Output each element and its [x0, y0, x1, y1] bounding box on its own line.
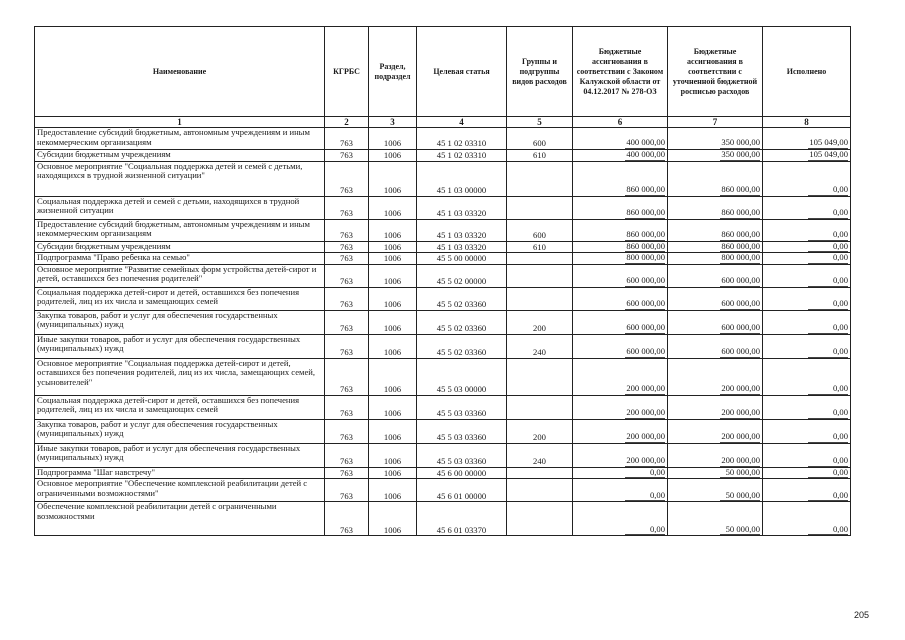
header-kgrbs: КГРБС [325, 27, 369, 117]
col-number: 4 [417, 117, 507, 128]
cell-kgrbs: 763 [325, 479, 369, 502]
cell-budget-law-value: 860 000,00 [626, 207, 665, 217]
table-row [35, 395, 851, 419]
cell-executed [763, 219, 851, 241]
cell-kgrbs: 763 [325, 196, 369, 219]
cell-target: 45 5 03 03360 [417, 395, 507, 419]
cell-group [507, 287, 573, 310]
cell-budget-law-value: 0,00 [625, 491, 665, 502]
cell-name: Обеспечение комплексной реабилитации детей с ограниченными возможностями [35, 502, 325, 536]
cell-executed [763, 241, 851, 253]
cell-target: 45 1 03 03320 [417, 196, 507, 219]
cell-executed [763, 287, 851, 310]
cell-budget-law [573, 467, 668, 479]
cell-kgrbs: 763 [325, 310, 369, 334]
cell-name: Закупка товаров, работ и услуг для обеспечения государственных (муниципальных) нужд [35, 310, 325, 334]
cell-executed [763, 150, 851, 162]
cell-executed-value: 0,00 [808, 384, 848, 395]
cell-group [507, 358, 573, 395]
cell-budget-law-value: 0,00 [625, 525, 665, 536]
table-row [35, 128, 851, 150]
cell-budget-refined-value: 200 000,00 [721, 383, 760, 394]
table-row [35, 196, 851, 219]
cell-budget-law-value: 600 000,00 [626, 298, 665, 309]
table-row [35, 150, 851, 162]
cell-name: Предоставление субсидий бюджетным, автономным учреждениям и иным некоммерческим организациям [35, 219, 325, 241]
cell-executed-value: 0,00 [808, 432, 848, 443]
cell-executed-value: 0,00 [808, 323, 848, 334]
cell-budget-law [573, 264, 668, 287]
cell-target: 45 5 02 03360 [417, 287, 507, 310]
cell-razdel: 1006 [369, 310, 417, 334]
cell-budget-law [573, 196, 668, 219]
cell-executed [763, 334, 851, 358]
cell-target: 45 6 01 03370 [417, 502, 507, 536]
table-row [35, 358, 851, 395]
cell-group: 200 [507, 310, 573, 334]
cell-budget-refined-value: 50 000,00 [720, 525, 760, 536]
cell-name: Иные закупки товаров, работ и услуг для обеспечения государственных (муниципальных) нужд [35, 334, 325, 358]
cell-budget-law [573, 358, 668, 395]
cell-kgrbs: 763 [325, 287, 369, 310]
table-row [35, 310, 851, 334]
cell-budget-law-value: 200 000,00 [626, 383, 665, 394]
cell-razdel: 1006 [369, 502, 417, 536]
cell-target: 45 1 02 03310 [417, 150, 507, 162]
cell-executed-value: 105 049,00 [809, 149, 848, 159]
table-row [35, 467, 851, 479]
header-row [35, 27, 851, 117]
cell-executed [763, 395, 851, 419]
page-number: 205 [853, 610, 869, 620]
cell-kgrbs: 763 [325, 334, 369, 358]
cell-budget-law [573, 161, 668, 196]
cell-executed [763, 358, 851, 395]
cell-group [507, 395, 573, 419]
cell-budget-law-value: 600 000,00 [626, 275, 665, 286]
cell-group [507, 161, 573, 196]
cell-target: 45 6 00 00000 [417, 467, 507, 479]
cell-budget-refined-value: 200 000,00 [721, 407, 760, 418]
cell-razdel: 1006 [369, 219, 417, 241]
cell-executed [763, 196, 851, 219]
cell-budget-law [573, 502, 668, 536]
cell-budget-refined [668, 310, 763, 334]
cell-kgrbs: 763 [325, 264, 369, 287]
cell-target: 45 5 02 00000 [417, 264, 507, 287]
cell-kgrbs: 763 [325, 467, 369, 479]
cell-group [507, 467, 573, 479]
cell-group: 200 [507, 419, 573, 443]
cell-razdel: 1006 [369, 241, 417, 253]
cell-target: 45 1 02 03310 [417, 128, 507, 150]
cell-budget-law [573, 334, 668, 358]
cell-executed-value: 0,00 [808, 230, 848, 241]
cell-executed [763, 419, 851, 443]
cell-budget-refined-value: 350 000,00 [721, 149, 760, 159]
cell-kgrbs: 763 [325, 443, 369, 467]
cell-budget-refined-value: 800 000,00 [721, 252, 760, 263]
budget-table [34, 26, 851, 536]
cell-budget-law-value: 200 000,00 [626, 455, 665, 466]
cell-executed-value: 0,00 [808, 299, 848, 310]
cell-name: Социальная поддержка детей и семей с детьми, находящихся в трудной жизненной ситуации [35, 196, 325, 219]
cell-budget-refined [668, 219, 763, 241]
cell-razdel: 1006 [369, 443, 417, 467]
budget-table-sheet [34, 26, 850, 536]
cell-name: Субсидии бюджетным учреждениям [35, 241, 325, 253]
cell-budget-law-value: 860 000,00 [626, 229, 665, 239]
cell-budget-refined [668, 161, 763, 196]
cell-name: Субсидии бюджетным учреждениям [35, 150, 325, 162]
header-name: Наименование [35, 27, 325, 117]
cell-razdel: 1006 [369, 395, 417, 419]
cell-budget-law [573, 128, 668, 150]
cell-budget-law-value: 860 000,00 [626, 241, 665, 251]
cell-name: Закупка товаров, работ и услуг для обеспечения государственных (муниципальных) нужд [35, 419, 325, 443]
cell-budget-refined-value: 600 000,00 [721, 298, 760, 309]
cell-name: Социальная поддержка детей-сирот и детей, оставшихся без попечения родителей, лиц из их числа и замещающих семей [35, 287, 325, 310]
cell-kgrbs: 763 [325, 128, 369, 150]
cell-budget-refined-value: 600 000,00 [721, 322, 760, 333]
cell-razdel: 1006 [369, 334, 417, 358]
cell-budget-refined [668, 334, 763, 358]
cell-budget-law [573, 479, 668, 502]
cell-name: Основное мероприятие "Социальная поддержка детей-сирот и детей, оставшихся без попечения родителей, лиц из их числа, замещающих семей, усыновителей" [35, 358, 325, 395]
header-budget-law: Бюджетные ассигнования в соответствии с Законом Калужской области от 04.12.2017 № 278-ОЗ [573, 27, 668, 117]
cell-budget-law-value: 0,00 [625, 468, 665, 479]
cell-razdel: 1006 [369, 128, 417, 150]
cell-budget-refined [668, 150, 763, 162]
cell-target: 45 1 03 00000 [417, 161, 507, 196]
cell-group: 600 [507, 128, 573, 150]
cell-budget-law-value: 800 000,00 [626, 252, 665, 263]
table-row [35, 253, 851, 265]
table-row [35, 241, 851, 253]
col-number: 3 [369, 117, 417, 128]
cell-razdel: 1006 [369, 479, 417, 502]
cell-executed-value: 0,00 [808, 208, 848, 219]
cell-group: 610 [507, 150, 573, 162]
cell-executed-value: 0,00 [808, 253, 848, 264]
cell-target: 45 1 03 03320 [417, 241, 507, 253]
cell-budget-law [573, 395, 668, 419]
cell-kgrbs: 763 [325, 395, 369, 419]
cell-budget-law-value: 200 000,00 [626, 431, 665, 442]
cell-group: 240 [507, 443, 573, 467]
header-executed: Исполнено [763, 27, 851, 117]
cell-budget-refined-value: 860 000,00 [721, 184, 760, 194]
cell-budget-refined [668, 443, 763, 467]
cell-group: 600 [507, 219, 573, 241]
cell-budget-refined-value: 200 000,00 [721, 431, 760, 442]
cell-budget-law [573, 150, 668, 162]
cell-executed-value: 0,00 [808, 491, 848, 502]
cell-budget-law [573, 241, 668, 253]
cell-budget-refined [668, 287, 763, 310]
cell-budget-refined [668, 264, 763, 287]
cell-razdel: 1006 [369, 161, 417, 196]
table-row [35, 264, 851, 287]
cell-name: Предоставление субсидий бюджетным, автономным учреждениям и иным некоммерческим организациям [35, 128, 325, 150]
cell-razdel: 1006 [369, 196, 417, 219]
cell-target: 45 1 03 03320 [417, 219, 507, 241]
cell-target: 45 5 03 03360 [417, 419, 507, 443]
cell-name: Подпрограмма "Право ребенка на семью" [35, 253, 325, 265]
cell-target: 45 5 00 00000 [417, 253, 507, 265]
cell-budget-refined [668, 419, 763, 443]
cell-executed [763, 264, 851, 287]
cell-kgrbs: 763 [325, 241, 369, 253]
cell-budget-law [573, 287, 668, 310]
cell-group [507, 196, 573, 219]
cell-budget-law-value: 860 000,00 [626, 184, 665, 194]
cell-budget-law-value: 600 000,00 [626, 346, 665, 357]
cell-target: 45 6 01 00000 [417, 479, 507, 502]
cell-executed [763, 502, 851, 536]
cell-kgrbs: 763 [325, 358, 369, 395]
cell-budget-law-value: 400 000,00 [626, 137, 665, 148]
col-number: 7 [668, 117, 763, 128]
cell-budget-law [573, 219, 668, 241]
column-number-row [35, 117, 851, 128]
cell-budget-refined [668, 196, 763, 219]
cell-executed-value: 105 049,00 [809, 137, 848, 148]
cell-executed-value: 0,00 [808, 408, 848, 419]
col-number: 2 [325, 117, 369, 128]
cell-target: 45 5 03 03360 [417, 443, 507, 467]
cell-executed-value: 0,00 [808, 347, 848, 358]
cell-group [507, 502, 573, 536]
table-row [35, 419, 851, 443]
cell-budget-law-value: 200 000,00 [626, 407, 665, 418]
cell-budget-law [573, 419, 668, 443]
cell-executed [763, 310, 851, 334]
cell-executed [763, 467, 851, 479]
cell-name: Основное мероприятие "Социальная поддержка детей и семей с детьми, находящихся в трудной жизненной ситуации" [35, 161, 325, 196]
cell-target: 45 5 02 03360 [417, 310, 507, 334]
cell-executed [763, 443, 851, 467]
cell-razdel: 1006 [369, 358, 417, 395]
cell-budget-refined-value: 860 000,00 [721, 241, 760, 251]
cell-kgrbs: 763 [325, 253, 369, 265]
cell-budget-refined [668, 358, 763, 395]
cell-executed-value: 0,00 [808, 468, 848, 479]
table-row [35, 502, 851, 536]
cell-budget-refined [668, 395, 763, 419]
table-row [35, 287, 851, 310]
table-row [35, 443, 851, 467]
cell-budget-refined [668, 467, 763, 479]
cell-kgrbs: 763 [325, 161, 369, 196]
cell-budget-refined [668, 479, 763, 502]
header-groups: Группы и подгруппы видов расходов [507, 27, 573, 117]
table-row [35, 219, 851, 241]
cell-group [507, 479, 573, 502]
cell-executed-value: 0,00 [808, 276, 848, 287]
cell-razdel: 1006 [369, 264, 417, 287]
table-row [35, 161, 851, 196]
cell-target: 45 5 03 00000 [417, 358, 507, 395]
col-number: 8 [763, 117, 851, 128]
cell-executed-value: 0,00 [808, 185, 848, 196]
cell-razdel: 1006 [369, 253, 417, 265]
cell-kgrbs: 763 [325, 150, 369, 162]
cell-budget-law-value: 400 000,00 [626, 149, 665, 159]
cell-razdel: 1006 [369, 419, 417, 443]
cell-group [507, 253, 573, 265]
cell-group: 240 [507, 334, 573, 358]
cell-name: Подпрограмма "Шаг навстречу" [35, 467, 325, 479]
cell-budget-refined-value: 860 000,00 [721, 207, 760, 217]
cell-budget-refined-value: 200 000,00 [721, 455, 760, 466]
cell-budget-refined [668, 241, 763, 253]
cell-razdel: 1006 [369, 467, 417, 479]
col-number: 1 [35, 117, 325, 128]
cell-kgrbs: 763 [325, 419, 369, 443]
cell-razdel: 1006 [369, 150, 417, 162]
cell-name: Социальная поддержка детей-сирот и детей, оставшихся без попечения родителей, лиц из их числа и замещающих семей [35, 395, 325, 419]
cell-budget-law [573, 310, 668, 334]
cell-budget-refined-value: 860 000,00 [721, 229, 760, 239]
cell-target: 45 5 02 03360 [417, 334, 507, 358]
header-razdel: Раздел, подраздел [369, 27, 417, 117]
table-row [35, 334, 851, 358]
cell-budget-refined-value: 50 000,00 [720, 468, 760, 479]
col-number: 5 [507, 117, 573, 128]
cell-name: Иные закупки товаров, работ и услуг для обеспечения государственных (муниципальных) нужд [35, 443, 325, 467]
cell-name: Основное мероприятие "Развитие семейных форм устройства детей-сирот и детей, оставшихся без попечения родителей" [35, 264, 325, 287]
cell-budget-refined-value: 50 000,00 [720, 491, 760, 502]
cell-executed [763, 253, 851, 265]
cell-budget-refined [668, 128, 763, 150]
cell-kgrbs: 763 [325, 502, 369, 536]
cell-budget-refined [668, 253, 763, 265]
cell-executed-value: 0,00 [808, 525, 848, 536]
cell-budget-refined-value: 600 000,00 [721, 275, 760, 286]
cell-group: 610 [507, 241, 573, 253]
cell-budget-law [573, 253, 668, 265]
cell-executed-value: 0,00 [808, 456, 848, 467]
table-row [35, 479, 851, 502]
table-body [35, 128, 851, 536]
cell-executed [763, 161, 851, 196]
cell-budget-law [573, 443, 668, 467]
cell-executed-value: 0,00 [808, 242, 848, 253]
cell-budget-refined-value: 350 000,00 [721, 137, 760, 148]
cell-executed [763, 128, 851, 150]
header-target: Целевая статья [417, 27, 507, 117]
header-budget-refined: Бюджетные ассигнования в соответствии с уточненной бюджетной росписью расходов [668, 27, 763, 117]
cell-group [507, 264, 573, 287]
col-number: 6 [573, 117, 668, 128]
cell-budget-law-value: 600 000,00 [626, 322, 665, 333]
cell-executed [763, 479, 851, 502]
cell-razdel: 1006 [369, 287, 417, 310]
cell-budget-refined [668, 502, 763, 536]
cell-budget-refined-value: 600 000,00 [721, 346, 760, 357]
cell-name: Основное мероприятие "Обеспечение комплексной реабилитации детей с ограниченными возможностями" [35, 479, 325, 502]
cell-kgrbs: 763 [325, 219, 369, 241]
